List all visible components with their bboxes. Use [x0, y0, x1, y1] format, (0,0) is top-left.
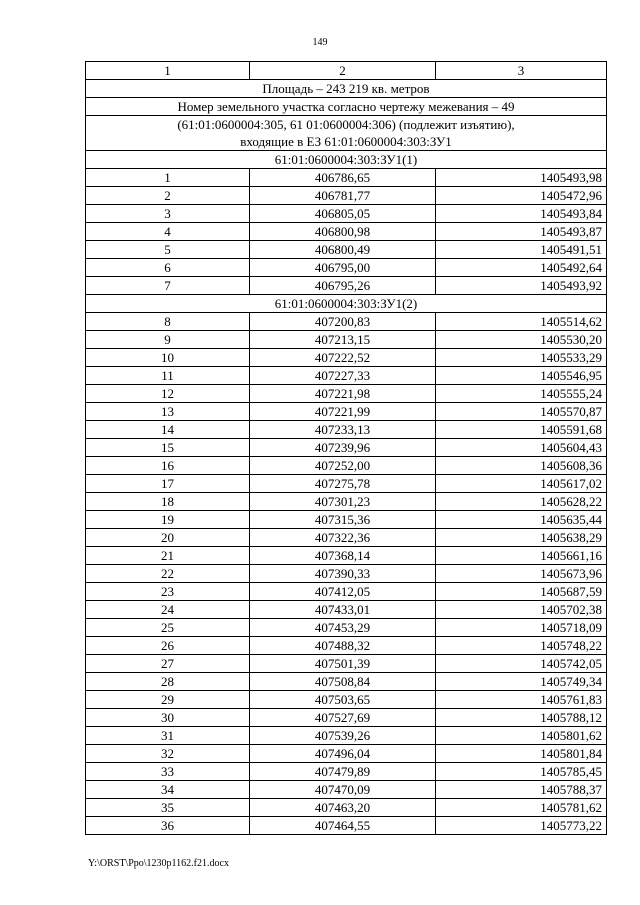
- y-coordinate: 1405570,87: [436, 403, 607, 421]
- parcel-description-line-1: (61:01:0600004:305, 61 01:0600004:306) (подлежит изъятию),: [177, 117, 515, 132]
- table-row: [86, 493, 607, 511]
- x-coordinate: 406800,98: [250, 223, 436, 241]
- x-coordinate: 407433,01: [250, 601, 436, 619]
- x-coordinate: 407221,99: [250, 403, 436, 421]
- table-row: [86, 457, 607, 475]
- x-coordinate: 407233,13: [250, 421, 436, 439]
- y-coordinate: 1405785,45: [436, 763, 607, 781]
- y-coordinate: 1405493,84: [436, 205, 607, 223]
- point-number: 20: [86, 529, 250, 547]
- table-row: [86, 673, 607, 691]
- table-row: [86, 709, 607, 727]
- point-number: 31: [86, 727, 250, 745]
- coordinates-table: [85, 61, 607, 835]
- y-coordinate: 1405788,12: [436, 709, 607, 727]
- point-number: 13: [86, 403, 250, 421]
- table-row: [86, 331, 607, 349]
- table-row: [86, 781, 607, 799]
- y-coordinate: 1405546,95: [436, 367, 607, 385]
- point-number: 11: [86, 367, 250, 385]
- point-number: 18: [86, 493, 250, 511]
- table-row: [86, 277, 607, 295]
- x-coordinate: 407464,55: [250, 817, 436, 835]
- x-coordinate: 407527,69: [250, 709, 436, 727]
- y-coordinate: 1405555,24: [436, 385, 607, 403]
- point-number: 6: [86, 259, 250, 277]
- x-coordinate: 406781,77: [250, 187, 436, 205]
- table-row: [86, 655, 607, 673]
- table-row: [86, 565, 607, 583]
- x-coordinate: 407470,09: [250, 781, 436, 799]
- x-coordinate: 407463,20: [250, 799, 436, 817]
- y-coordinate: 1405661,16: [436, 547, 607, 565]
- x-coordinate: 407275,78: [250, 475, 436, 493]
- y-coordinate: 1405773,22: [436, 817, 607, 835]
- table-row: [86, 367, 607, 385]
- y-coordinate: 1405748,22: [436, 637, 607, 655]
- point-number: 2: [86, 187, 250, 205]
- table-row: [86, 745, 607, 763]
- x-coordinate: 407488,32: [250, 637, 436, 655]
- x-coordinate: 407252,00: [250, 457, 436, 475]
- table-row: [86, 349, 607, 367]
- y-coordinate: 1405492,64: [436, 259, 607, 277]
- point-number: 33: [86, 763, 250, 781]
- parcel-description-cell: [86, 116, 607, 151]
- table-row: [86, 223, 607, 241]
- table-row: [86, 439, 607, 457]
- y-coordinate: 1405591,68: [436, 421, 607, 439]
- header-cell-2: 2: [250, 62, 436, 80]
- y-coordinate: 1405628,22: [436, 493, 607, 511]
- x-coordinate: 407213,15: [250, 331, 436, 349]
- y-coordinate: 1405742,05: [436, 655, 607, 673]
- point-number: 1: [86, 169, 250, 187]
- y-coordinate: 1405608,36: [436, 457, 607, 475]
- point-number: 22: [86, 565, 250, 583]
- point-number: 14: [86, 421, 250, 439]
- point-number: 17: [86, 475, 250, 493]
- table-row: [86, 547, 607, 565]
- point-number: 28: [86, 673, 250, 691]
- table-row: [86, 601, 607, 619]
- area-row: [86, 80, 607, 98]
- x-coordinate: 407221,98: [250, 385, 436, 403]
- y-coordinate: 1405533,29: [436, 349, 607, 367]
- y-coordinate: 1405761,83: [436, 691, 607, 709]
- parcel-description-line-2: входящие в ЕЗ 61:01:0600004:303:ЗУ1: [240, 134, 452, 149]
- y-coordinate: 1405493,92: [436, 277, 607, 295]
- point-number: 21: [86, 547, 250, 565]
- x-coordinate: 407453,29: [250, 619, 436, 637]
- x-coordinate: 407368,14: [250, 547, 436, 565]
- x-coordinate: 407227,33: [250, 367, 436, 385]
- x-coordinate: 407322,36: [250, 529, 436, 547]
- table-row: [86, 799, 607, 817]
- y-coordinate: 1405514,62: [436, 313, 607, 331]
- point-number: 36: [86, 817, 250, 835]
- x-coordinate: 407390,33: [250, 565, 436, 583]
- table-row: [86, 421, 607, 439]
- x-coordinate: 406786,65: [250, 169, 436, 187]
- table-row: [86, 637, 607, 655]
- y-coordinate: 1405638,29: [436, 529, 607, 547]
- y-coordinate: 1405687,59: [436, 583, 607, 601]
- table-row: [86, 241, 607, 259]
- y-coordinate: 1405702,38: [436, 601, 607, 619]
- footer-file-path: Y:\ORST\Ppo\1230p1162.f21.docx: [88, 858, 229, 869]
- table-row: [86, 313, 607, 331]
- table-row: [86, 511, 607, 529]
- y-coordinate: 1405718,09: [436, 619, 607, 637]
- x-coordinate: 407496,04: [250, 745, 436, 763]
- point-number: 10: [86, 349, 250, 367]
- point-number: 7: [86, 277, 250, 295]
- y-coordinate: 1405801,62: [436, 727, 607, 745]
- table-row: [86, 385, 607, 403]
- point-number: 26: [86, 637, 250, 655]
- table-row: [86, 403, 607, 421]
- table-row: [86, 727, 607, 745]
- y-coordinate: 1405617,02: [436, 475, 607, 493]
- y-coordinate: 1405491,51: [436, 241, 607, 259]
- x-coordinate: 407222,52: [250, 349, 436, 367]
- group-title: 61:01:0600004:303:ЗУ1(1): [86, 151, 607, 169]
- point-number: 30: [86, 709, 250, 727]
- y-coordinate: 1405781,62: [436, 799, 607, 817]
- point-number: 5: [86, 241, 250, 259]
- header-cell-3: 3: [436, 62, 607, 80]
- table-row: [86, 475, 607, 493]
- page-number: 149: [312, 37, 328, 48]
- x-coordinate: 407200,83: [250, 313, 436, 331]
- point-number: 35: [86, 799, 250, 817]
- point-number: 16: [86, 457, 250, 475]
- table-row: [86, 529, 607, 547]
- x-coordinate: 407315,36: [250, 511, 436, 529]
- x-coordinate: 407508,84: [250, 673, 436, 691]
- y-coordinate: 1405635,44: [436, 511, 607, 529]
- point-number: 15: [86, 439, 250, 457]
- table-row: [86, 691, 607, 709]
- y-coordinate: 1405493,87: [436, 223, 607, 241]
- y-coordinate: 1405493,98: [436, 169, 607, 187]
- point-number: 8: [86, 313, 250, 331]
- table-row: [86, 817, 607, 835]
- header-cell-1: 1: [86, 62, 250, 80]
- point-number: 32: [86, 745, 250, 763]
- x-coordinate: 406795,00: [250, 259, 436, 277]
- group-title: 61:01:0600004:303:ЗУ1(2): [86, 295, 607, 313]
- table-row: [86, 187, 607, 205]
- group-title-row: [86, 151, 607, 169]
- x-coordinate: 407479,89: [250, 763, 436, 781]
- x-coordinate: 407501,39: [250, 655, 436, 673]
- parcel-number-row: [86, 98, 607, 116]
- point-number: 25: [86, 619, 250, 637]
- coordinates-table-body: [86, 62, 607, 835]
- area-line: Площадь – 243 219 кв. метров: [86, 80, 607, 98]
- x-coordinate: 407301,23: [250, 493, 436, 511]
- point-number: 29: [86, 691, 250, 709]
- table-row: [86, 205, 607, 223]
- point-number: 3: [86, 205, 250, 223]
- x-coordinate: 407412,05: [250, 583, 436, 601]
- table-row: [86, 619, 607, 637]
- x-coordinate: 407239,96: [250, 439, 436, 457]
- y-coordinate: 1405472,96: [436, 187, 607, 205]
- header-row: [86, 62, 607, 80]
- y-coordinate: 1405530,20: [436, 331, 607, 349]
- point-number: 24: [86, 601, 250, 619]
- y-coordinate: 1405749,34: [436, 673, 607, 691]
- point-number: 4: [86, 223, 250, 241]
- point-number: 19: [86, 511, 250, 529]
- x-coordinate: 406805,05: [250, 205, 436, 223]
- group-title-row: [86, 295, 607, 313]
- x-coordinate: 406795,26: [250, 277, 436, 295]
- point-number: 23: [86, 583, 250, 601]
- y-coordinate: 1405801,84: [436, 745, 607, 763]
- x-coordinate: 407503,65: [250, 691, 436, 709]
- y-coordinate: 1405673,96: [436, 565, 607, 583]
- table-row: [86, 583, 607, 601]
- point-number: 9: [86, 331, 250, 349]
- point-number: 34: [86, 781, 250, 799]
- y-coordinate: 1405604,43: [436, 439, 607, 457]
- point-number: 27: [86, 655, 250, 673]
- parcel-description-row: [86, 116, 607, 151]
- x-coordinate: 407539,26: [250, 727, 436, 745]
- point-number: 12: [86, 385, 250, 403]
- table-row: [86, 169, 607, 187]
- x-coordinate: 406800,49: [250, 241, 436, 259]
- table-row: [86, 259, 607, 277]
- y-coordinate: 1405788,37: [436, 781, 607, 799]
- parcel-number-line: Номер земельного участка согласно чертежу межевания – 49: [86, 98, 607, 116]
- table-row: [86, 763, 607, 781]
